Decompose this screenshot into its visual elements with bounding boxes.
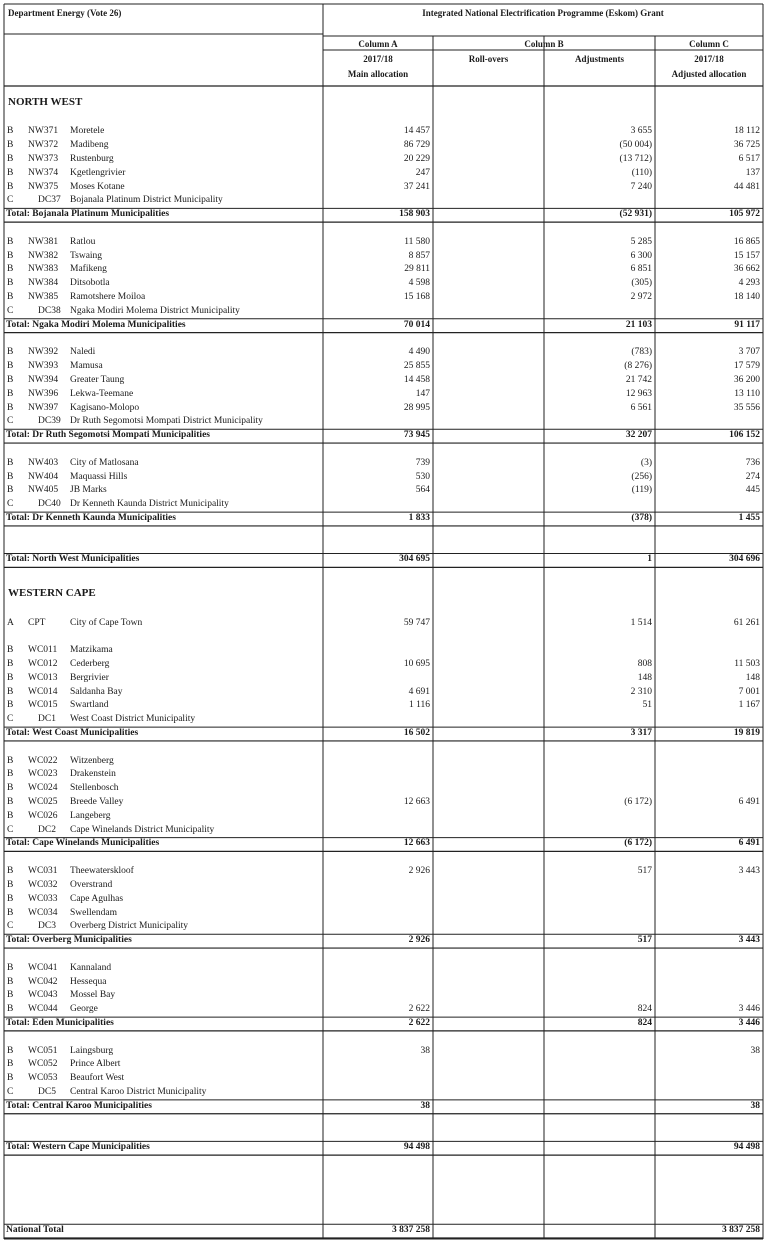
municipality-code: NW374: [28, 167, 59, 178]
total-adjusted-allocation: 6 491: [738, 838, 760, 849]
municipality-code: NW404: [28, 471, 59, 482]
municipality-code: CPT: [28, 617, 46, 628]
adjustments-value: 51: [642, 700, 652, 711]
adjustments-value: (50 004): [619, 140, 652, 151]
category-code: B: [7, 1059, 14, 1070]
total-adjustments: 32 207: [625, 430, 652, 441]
municipality-name: Matzikama: [70, 645, 113, 656]
main-allocation-value: 4 598: [408, 278, 430, 289]
adjustments-value: (305): [631, 278, 652, 289]
total-label: Total: Dr Kenneth Kaunda Municipalities: [6, 513, 176, 524]
municipality-name: Overberg District Municipality: [70, 921, 189, 932]
municipality-name: Naledi: [70, 347, 96, 358]
municipality-code: WC053: [28, 1073, 58, 1084]
municipality-code: DC1: [38, 714, 56, 725]
adjusted-allocation-value: 35 556: [733, 402, 760, 413]
total-adjustments: 517: [637, 935, 652, 946]
municipality-code: WC026: [28, 810, 58, 821]
total-main-allocation: 2 926: [408, 935, 430, 946]
adjustments-value: (13 712): [619, 154, 652, 165]
adjusted-allocation-value: 3 446: [738, 1004, 760, 1015]
municipality-name: Hessequa: [70, 976, 107, 987]
municipality-code: WC042: [28, 976, 58, 987]
main-allocation-value: 29 811: [404, 264, 430, 275]
main-allocation-value: 4 691: [408, 686, 430, 697]
category-code: C: [7, 921, 14, 932]
department-title: Department Energy (Vote 26): [8, 8, 122, 18]
adjustments-value: 517: [637, 866, 652, 877]
main-allocation-value: 12 663: [403, 797, 430, 808]
category-code: C: [7, 416, 14, 427]
municipality-name: JB Marks: [70, 485, 107, 496]
category-code: B: [7, 1073, 14, 1084]
municipality-code: NW397: [28, 402, 59, 413]
municipality-name: Drakenstein: [70, 769, 116, 780]
municipality-name: Laingsburg: [70, 1045, 114, 1056]
municipality-code: NW394: [28, 374, 59, 385]
municipality-code: DC37: [38, 195, 61, 206]
municipality-code: WC025: [28, 797, 58, 808]
category-code: B: [7, 672, 14, 683]
municipality-name: Cape Winelands District Municipality: [70, 824, 215, 835]
main-allocation-value: 14 457: [403, 126, 430, 137]
municipality-name: Dr Ruth Segomotsi Mompati District Municipality: [70, 416, 263, 427]
municipality-code: DC5: [38, 1087, 56, 1098]
total-label: Total: Cape Winelands Municipalities: [6, 838, 160, 849]
municipality-code: DC39: [38, 416, 61, 427]
category-code: B: [7, 126, 14, 137]
category-code: B: [7, 167, 14, 178]
main-allocation-value: 86 729: [403, 140, 430, 151]
municipality-code: WC031: [28, 866, 58, 877]
category-code: B: [7, 457, 14, 468]
adjusted-allocation-value: 38: [750, 1045, 760, 1056]
municipality-name: Kagisano-Molopo: [70, 402, 140, 413]
municipality-name: George: [70, 1004, 98, 1015]
adjustments-value: (3): [640, 457, 652, 468]
municipality-code: NW396: [28, 388, 59, 399]
category-code: B: [7, 181, 14, 192]
municipality-name: Greater Taung: [70, 374, 125, 385]
adjusted-allocation-value: 13 110: [734, 388, 760, 399]
main-allocation-value: 37 241: [403, 181, 430, 192]
adjustments-value: (6 172): [624, 797, 652, 808]
adjusted-allocation-value: 44 481: [733, 181, 760, 192]
municipality-name: Ramotshere Moiloa: [70, 292, 146, 303]
adjusted-allocation-value: 1 167: [738, 700, 760, 711]
municipality-code: WC033: [28, 893, 58, 904]
total-adjusted-allocation: 94 498: [733, 1142, 760, 1153]
municipality-code: NW393: [28, 361, 59, 372]
total-main-allocation: 12 663: [403, 838, 430, 849]
municipality-code: WC023: [28, 769, 58, 780]
adjusted-allocation-value: 6 517: [738, 154, 760, 165]
category-code: B: [7, 402, 14, 413]
total-main-allocation: 70 014: [403, 319, 430, 330]
municipality-name: Swartland: [70, 700, 109, 711]
municipality-code: DC2: [38, 824, 56, 835]
municipality-code: DC40: [38, 499, 61, 510]
category-code: A: [7, 617, 14, 628]
adjustments-value: 824: [637, 1004, 652, 1015]
category-code: B: [7, 797, 14, 808]
category-code: B: [7, 658, 14, 669]
total-main-allocation: 2 622: [408, 1017, 430, 1028]
category-code: B: [7, 374, 14, 385]
municipality-code: WC043: [28, 990, 58, 1001]
category-code: B: [7, 236, 14, 247]
total-adjustments: 21 103: [625, 319, 652, 330]
adjusted-allocation-value: 36 662: [733, 264, 760, 275]
adjusted-allocation-value: 36 725: [733, 140, 760, 151]
municipality-name: Mamusa: [70, 361, 103, 372]
adjusted-allocation-value: 16 865: [733, 236, 760, 247]
column-a-label: Column A: [358, 39, 398, 49]
adjusted-allocation-value: 61 261: [733, 617, 760, 628]
category-code: B: [7, 292, 14, 303]
municipality-code: NW382: [28, 250, 59, 261]
total-adjustments: 824: [637, 1017, 652, 1028]
municipality-name: Cape Agulhas: [70, 893, 124, 904]
main-allocation-value: 1 116: [408, 700, 430, 711]
municipality-code: NW403: [28, 457, 59, 468]
category-code: B: [7, 1045, 14, 1056]
grant-title: Integrated National Electrification Programme (Eskom) Grant: [422, 8, 664, 18]
main-allocation-value: 15 168: [403, 292, 430, 303]
adjusted-allocation-value: 11 503: [734, 658, 760, 669]
main-allocation-value: 38: [420, 1045, 430, 1056]
adjustments-value: 3 655: [630, 126, 652, 137]
municipality-name: Dr Kenneth Kaunda District Municipality: [70, 499, 229, 510]
category-code: B: [7, 783, 14, 794]
adjustments-value: (119): [631, 485, 652, 496]
adjustments-value: (8 276): [624, 361, 652, 372]
category-code: B: [7, 645, 14, 656]
adjustments-value: 808: [637, 658, 652, 669]
main-allocation-value: 14 458: [403, 374, 430, 385]
municipality-name: Ditsobotla: [70, 278, 110, 289]
total-main-allocation: 94 498: [403, 1142, 430, 1153]
category-code: B: [7, 485, 14, 496]
municipality-name: West Coast District Municipality: [70, 714, 196, 725]
category-code: B: [7, 250, 14, 261]
category-code: C: [7, 714, 14, 725]
category-code: B: [7, 907, 14, 918]
total-main-allocation: 3 837 258: [392, 1225, 430, 1236]
main-allocation-value: 147: [415, 388, 430, 399]
municipality-name: Lekwa-Teemane: [70, 388, 134, 399]
municipality-name: Ngaka Modiri Molema District Municipality: [70, 305, 240, 316]
total-main-allocation: 16 502: [403, 728, 430, 739]
municipality-name: Breede Valley: [70, 797, 124, 808]
category-code: C: [7, 1087, 14, 1098]
municipality-code: WC034: [28, 907, 58, 918]
municipality-code: NW392: [28, 347, 59, 358]
total-label: Total: Eden Municipalities: [6, 1017, 114, 1028]
adjustments-value: 6 851: [630, 264, 652, 275]
total-main-allocation: 73 945: [403, 430, 430, 441]
column-b-label: Column B: [524, 39, 564, 49]
adjusted-allocation-label: Adjusted allocation: [671, 69, 747, 79]
adjustments-value: 5 285: [630, 236, 652, 247]
adjusted-allocation-value: 18 140: [733, 292, 760, 303]
adjustments-value: 6 561: [630, 402, 652, 413]
municipality-name: Maquassi Hills: [70, 471, 128, 482]
category-code: B: [7, 962, 14, 973]
adjusted-allocation-value: 4 293: [738, 278, 760, 289]
category-code: B: [7, 755, 14, 766]
municipality-name: Kgetlengrivier: [70, 167, 126, 178]
total-adjusted-allocation: 3 446: [738, 1017, 760, 1028]
municipality-name: Langeberg: [70, 810, 111, 821]
category-code: C: [7, 824, 14, 835]
total-adjustments: (378): [631, 513, 652, 524]
category-code: B: [7, 810, 14, 821]
total-label: Total: North West Municipalities: [6, 554, 140, 565]
municipality-code: NW383: [28, 264, 59, 275]
municipality-code: WC032: [28, 879, 58, 890]
adjustments-value: 2 310: [630, 686, 652, 697]
municipality-code: NW371: [28, 126, 59, 137]
municipality-name: Kannaland: [70, 962, 112, 973]
municipality-name: Bergrivier: [70, 672, 109, 683]
adjustments-value: 6 300: [630, 250, 652, 261]
category-code: B: [7, 1004, 14, 1015]
adjustments-value: 148: [637, 672, 652, 683]
column-c-year: 2017/18: [694, 54, 724, 64]
municipality-code: WC013: [28, 672, 58, 683]
municipality-name: Stellenbosch: [70, 783, 119, 794]
municipality-name: Rustenburg: [70, 154, 114, 165]
category-code: B: [7, 686, 14, 697]
category-code: B: [7, 893, 14, 904]
municipality-code: NW372: [28, 140, 59, 151]
municipality-name: Moses Kotane: [70, 181, 125, 192]
adjustments-label: Adjustments: [574, 54, 624, 64]
municipality-code: WC041: [28, 962, 58, 973]
main-allocation-value: 2 622: [408, 1004, 430, 1015]
adjusted-allocation-value: 36 200: [733, 374, 760, 385]
adjusted-allocation-value: 3 443: [738, 866, 760, 877]
total-adjusted-allocation: 19 819: [733, 728, 760, 739]
municipality-name: Bojanala Platinum District Municipality: [70, 195, 223, 206]
main-allocation-value: 8 857: [408, 250, 430, 261]
municipality-code: WC022: [28, 755, 58, 766]
adjusted-allocation-value: 18 112: [734, 126, 760, 137]
adjusted-allocation-value: 137: [745, 167, 760, 178]
total-adjusted-allocation: 3 443: [738, 935, 760, 946]
total-label: Total: West Coast Municipalities: [6, 728, 139, 739]
category-code: B: [7, 264, 14, 275]
total-main-allocation: 158 903: [399, 209, 430, 220]
main-allocation-label: Main allocation: [347, 69, 409, 79]
municipality-code: DC38: [38, 305, 61, 316]
total-main-allocation: 304 695: [399, 554, 430, 565]
adjustments-value: (110): [631, 167, 652, 178]
section-heading: NORTH WEST: [8, 95, 83, 108]
total-adjusted-allocation: 3 837 258: [722, 1225, 760, 1236]
municipality-code: WC014: [28, 686, 58, 697]
total-adjusted-allocation: 105 972: [729, 209, 760, 220]
main-allocation-value: 4 490: [408, 347, 430, 358]
municipality-code: DC3: [38, 921, 56, 932]
total-label: Total: Overberg Municipalities: [6, 935, 132, 946]
municipality-name: City of Cape Town: [70, 617, 143, 628]
main-allocation-value: 11 580: [404, 236, 430, 247]
main-allocation-value: 2 926: [408, 866, 430, 877]
total-label: Total: Ngaka Modiri Molema Municipalities: [6, 319, 186, 330]
main-allocation-value: 25 855: [403, 361, 430, 372]
total-adjustments: (52 931): [619, 209, 652, 220]
adjustments-value: (783): [631, 347, 652, 358]
municipality-name: City of Matlosana: [70, 457, 139, 468]
municipality-name: Madibeng: [70, 140, 109, 151]
municipality-name: Overstrand: [70, 879, 113, 890]
municipality-code: NW385: [28, 292, 59, 303]
column-a-year: 2017/18: [363, 54, 393, 64]
adjusted-allocation-value: 15 157: [733, 250, 760, 261]
main-allocation-value: 530: [415, 471, 430, 482]
main-allocation-value: 20 229: [403, 154, 430, 165]
total-label: Total: Dr Ruth Segomotsi Mompati Municipalities: [6, 430, 210, 441]
municipality-name: Cederberg: [70, 658, 110, 669]
category-code: B: [7, 361, 14, 372]
total-adjusted-allocation: 38: [750, 1100, 760, 1111]
category-code: B: [7, 866, 14, 877]
category-code: B: [7, 471, 14, 482]
section-heading: WESTERN CAPE: [8, 586, 96, 599]
municipality-name: Central Karoo District Municipality: [70, 1087, 207, 1098]
municipality-code: NW384: [28, 278, 59, 289]
category-code: B: [7, 388, 14, 399]
adjusted-allocation-value: 274: [745, 471, 760, 482]
total-adjustments: 1: [647, 554, 652, 565]
total-label: National Total: [6, 1225, 64, 1236]
total-adjusted-allocation: 304 696: [729, 554, 760, 565]
total-adjusted-allocation: 1 455: [738, 513, 760, 524]
municipality-code: WC044: [28, 1004, 58, 1015]
category-code: B: [7, 154, 14, 165]
total-label: Total: Bojanala Platinum Municipalities: [6, 209, 170, 220]
municipality-name: Theewaterskloof: [70, 866, 134, 877]
municipality-code: WC012: [28, 658, 58, 669]
municipality-code: WC011: [28, 645, 58, 656]
municipality-name: Mossel Bay: [70, 990, 116, 1001]
adjusted-allocation-value: 6 491: [738, 797, 760, 808]
adjusted-allocation-value: 17 579: [733, 361, 760, 372]
total-adjusted-allocation: 91 117: [734, 319, 760, 330]
total-label: Total: Central Karoo Municipalities: [6, 1100, 152, 1111]
total-main-allocation: 1 833: [408, 513, 430, 524]
category-code: B: [7, 769, 14, 780]
main-allocation-value: 10 695: [403, 658, 430, 669]
municipality-name: Swellendam: [70, 907, 117, 918]
municipality-name: Beaufort West: [70, 1073, 125, 1084]
total-main-allocation: 38: [420, 1100, 430, 1111]
category-code: B: [7, 347, 14, 358]
adjustments-value: 1 514: [630, 617, 652, 628]
municipality-code: WC052: [28, 1059, 58, 1070]
municipality-code: WC015: [28, 700, 58, 711]
adjustments-value: (256): [631, 471, 652, 482]
municipality-name: Tswaing: [70, 250, 103, 261]
category-code: B: [7, 700, 14, 711]
municipality-name: Mafikeng: [70, 264, 107, 275]
adjustments-value: 21 742: [625, 374, 652, 385]
municipality-code: NW405: [28, 485, 59, 496]
category-code: B: [7, 278, 14, 289]
adjusted-allocation-value: 7 001: [738, 686, 760, 697]
category-code: C: [7, 305, 14, 316]
municipality-code: WC024: [28, 783, 58, 794]
category-code: B: [7, 990, 14, 1001]
adjusted-allocation-value: 445: [745, 485, 760, 496]
main-allocation-value: 247: [415, 167, 430, 178]
municipality-code: NW381: [28, 236, 59, 247]
main-allocation-value: 59 747: [403, 617, 430, 628]
municipality-code: NW375: [28, 181, 59, 192]
adjustments-value: 12 963: [625, 388, 652, 399]
total-adjustments: 3 317: [630, 728, 652, 739]
municipality-name: Prince Albert: [70, 1059, 121, 1070]
adjusted-allocation-value: 148: [745, 672, 760, 683]
main-allocation-value: 564: [415, 485, 430, 496]
adjustments-value: 7 240: [630, 181, 652, 192]
category-code: B: [7, 976, 14, 987]
total-adjusted-allocation: 106 152: [729, 430, 760, 441]
category-code: B: [7, 879, 14, 890]
category-code: C: [7, 499, 14, 510]
main-allocation-value: 739: [415, 457, 430, 468]
municipality-name: Ratlou: [70, 236, 96, 247]
rollovers-label: Roll-overs: [468, 54, 509, 64]
municipality-name: Saldanha Bay: [70, 686, 123, 697]
column-c-label: Column C: [689, 39, 729, 49]
municipality-name: Witzenberg: [70, 755, 114, 766]
municipality-code: NW373: [28, 154, 59, 165]
municipality-code: WC051: [28, 1045, 58, 1056]
category-code: B: [7, 140, 14, 151]
adjustments-value: 2 972: [630, 292, 652, 303]
main-allocation-value: 28 995: [403, 402, 430, 413]
adjusted-allocation-value: 736: [745, 457, 760, 468]
municipality-name: Moretele: [70, 126, 105, 137]
category-code: C: [7, 195, 14, 206]
total-adjustments: (6 172): [624, 838, 652, 849]
total-label: Total: Western Cape Municipalities: [6, 1142, 150, 1153]
adjusted-allocation-value: 3 707: [738, 347, 760, 358]
